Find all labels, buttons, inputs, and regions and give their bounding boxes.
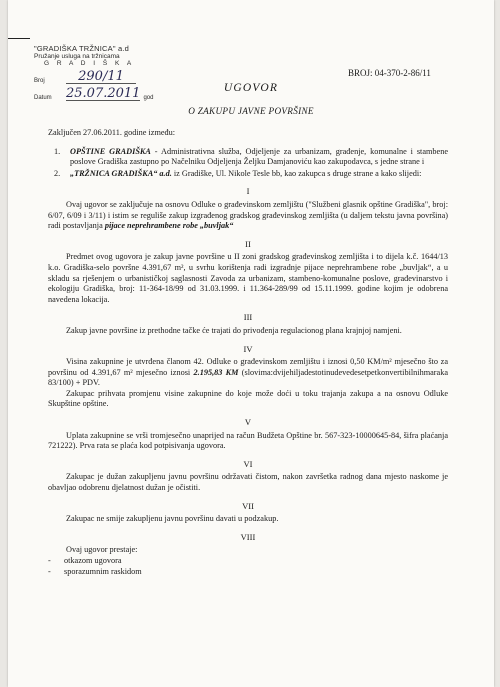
- section-4-text-c: (slovima:dvijehiljadestotinudevedesetpetkonvertibilnihmaraka 83/100) + PDV.: [48, 367, 448, 388]
- section-6-text: Zakupac je dužan zakupljenu javnu površinu održavati čistom, nakon završetka radnog dana mjesto naskome je obavljao odobrenu djelatnost dužan je očistiti.: [48, 472, 448, 493]
- section-1-text: [48, 200, 448, 232]
- termination-item-1: - otkazom ugovora: [48, 556, 122, 565]
- stamp-broj-label: Broj: [34, 78, 45, 84]
- party-1-text: - Administrativna služba, Odjeljenje za urbanizam, građenje, komunalne i stambene poslove Gradiška zastupno po Načelniku Odjeljenja Željku Damjanoviću kao zakupodavca, s jedne strane i: [70, 146, 448, 167]
- corner-mark: [8, 38, 30, 39]
- party-2-text: iz Gradiške, Ul. Nikole Tesle bb, kao zakupca s druge strane a kako slijedi:: [171, 168, 422, 178]
- contract-body: [48, 128, 448, 577]
- section-3-text: Zakup javne površine iz prethodne tačke će trajati do privođenja regulacionog plana krajnjoj namjeni.: [66, 325, 402, 335]
- party-2-number: 2.: [54, 168, 61, 178]
- stamp-company: "GRADIŠKA TRŽNICA" a.d: [34, 44, 130, 53]
- section-2-text: Predmet ovog ugovora je zakup javne površine u II zoni gradskog građevinskog zemljišta i to dijela k.č. 1644/13 k.o. Gradiška-selo površne 4.391,67 m², u svrhu korištenja radi izgradnje pijace neprehrambene robe „buvljak“, a u skladu sa rješenjem o urbanističkoj saglasnosti Zavoda za urbanizam, stambeno-komunalne poslove, građevinarstvo i ekologiju Gradiška, broj: 11-364-18/99 od 31.03.1999. i 11.364-289/99 od 15.11.1999. godine kojim je odobrena navedena lokacija.: [48, 252, 448, 304]
- stamp-city: G R A D I Š K A: [44, 60, 135, 67]
- section-8-text: Ovaj ugovor prestaje:: [66, 545, 138, 555]
- section-5-text: Uplata zakupnine se vrši tromjesečno unaprijed na račun Budžeta Opštine br. 567-323-10000645-84, šifra plaćanja 721222). Prva rata se plaća kod potpisivanja ugovora.: [48, 430, 448, 451]
- section-4-text: [48, 357, 448, 389]
- section-5-heading: V: [244, 417, 252, 428]
- document-title: UGOVOR: [223, 82, 279, 94]
- party-2-name: „TRŽNICA GRADIŠKA“ a.d.: [70, 168, 172, 178]
- termination-item-2-text: sporazumnim raskidom: [64, 566, 142, 576]
- section-7-heading: VII: [242, 500, 254, 511]
- termination-item-2: - sporazumnim raskidom: [48, 566, 142, 576]
- section-4-text-d: Zakupac prihvata promjenu visine zakupnine do koje može doći u toku trajanja zakupa a na osnovu Odluke Skupštine opštine.: [48, 388, 448, 409]
- section-4-text-a: Visina zakupnine je utvrđena članom 42. Odluke o građevinskom zemljištu i iznosi 0,50 KM/m² mjesečno što za površinu od 4.391,67 m² mjesečno iznosi: [48, 357, 448, 377]
- stamp-god-label: god: [143, 95, 154, 101]
- section-7-text: Zakupac ne smije zakupljenu javnu površinu davati u podzakup.: [66, 514, 279, 524]
- termination-item-1-text: otkazom ugovora: [64, 556, 122, 565]
- stamp-datum-value: 25.07.2011: [66, 86, 141, 101]
- document-page: [8, 0, 494, 687]
- section-1-heading: I: [246, 186, 250, 197]
- stamp-service: Pružanje usluga na tržnicama: [34, 53, 120, 60]
- intro-line: Zaključen 27.06.2011. godine između:: [48, 128, 176, 137]
- document-subtitle: O ZAKUPU JAVNE POVRŠINE: [188, 106, 314, 116]
- section-1-text-a: Ovaj ugovor se zaključuje na osnovu Odluke o građevinskom zemljištu ("Službeni glasnik opštine Gradiška", broj: 6/07, 6/09 i 3/11) i istim se reguliše zakup izgrađenog gradskog građevinskog zemljišta (u daljem tekstu javna površina) radi postavljanja: [48, 199, 448, 231]
- party-1: [48, 147, 448, 168]
- section-1-text-b: pijace neprehrambene robe „buvljak“: [104, 221, 234, 231]
- section-3-heading: III: [243, 312, 253, 323]
- stamp-broj-value: 290/11: [66, 71, 136, 84]
- section-4-heading: IV: [243, 343, 253, 354]
- stamp-datum-label: Datum: [34, 95, 52, 101]
- section-4-amount: 2.195,83 KM: [193, 367, 239, 377]
- party-1-number: 1.: [54, 146, 61, 156]
- party-1-name: OPŠTINE GRADIŠKA: [70, 146, 151, 156]
- section-2-heading: II: [245, 238, 251, 249]
- document-number: BROJ: 04-370-2-86/11: [348, 68, 431, 78]
- section-8-heading: VIII: [240, 531, 256, 542]
- section-6-heading: VI: [243, 458, 253, 469]
- party-2: [48, 169, 448, 180]
